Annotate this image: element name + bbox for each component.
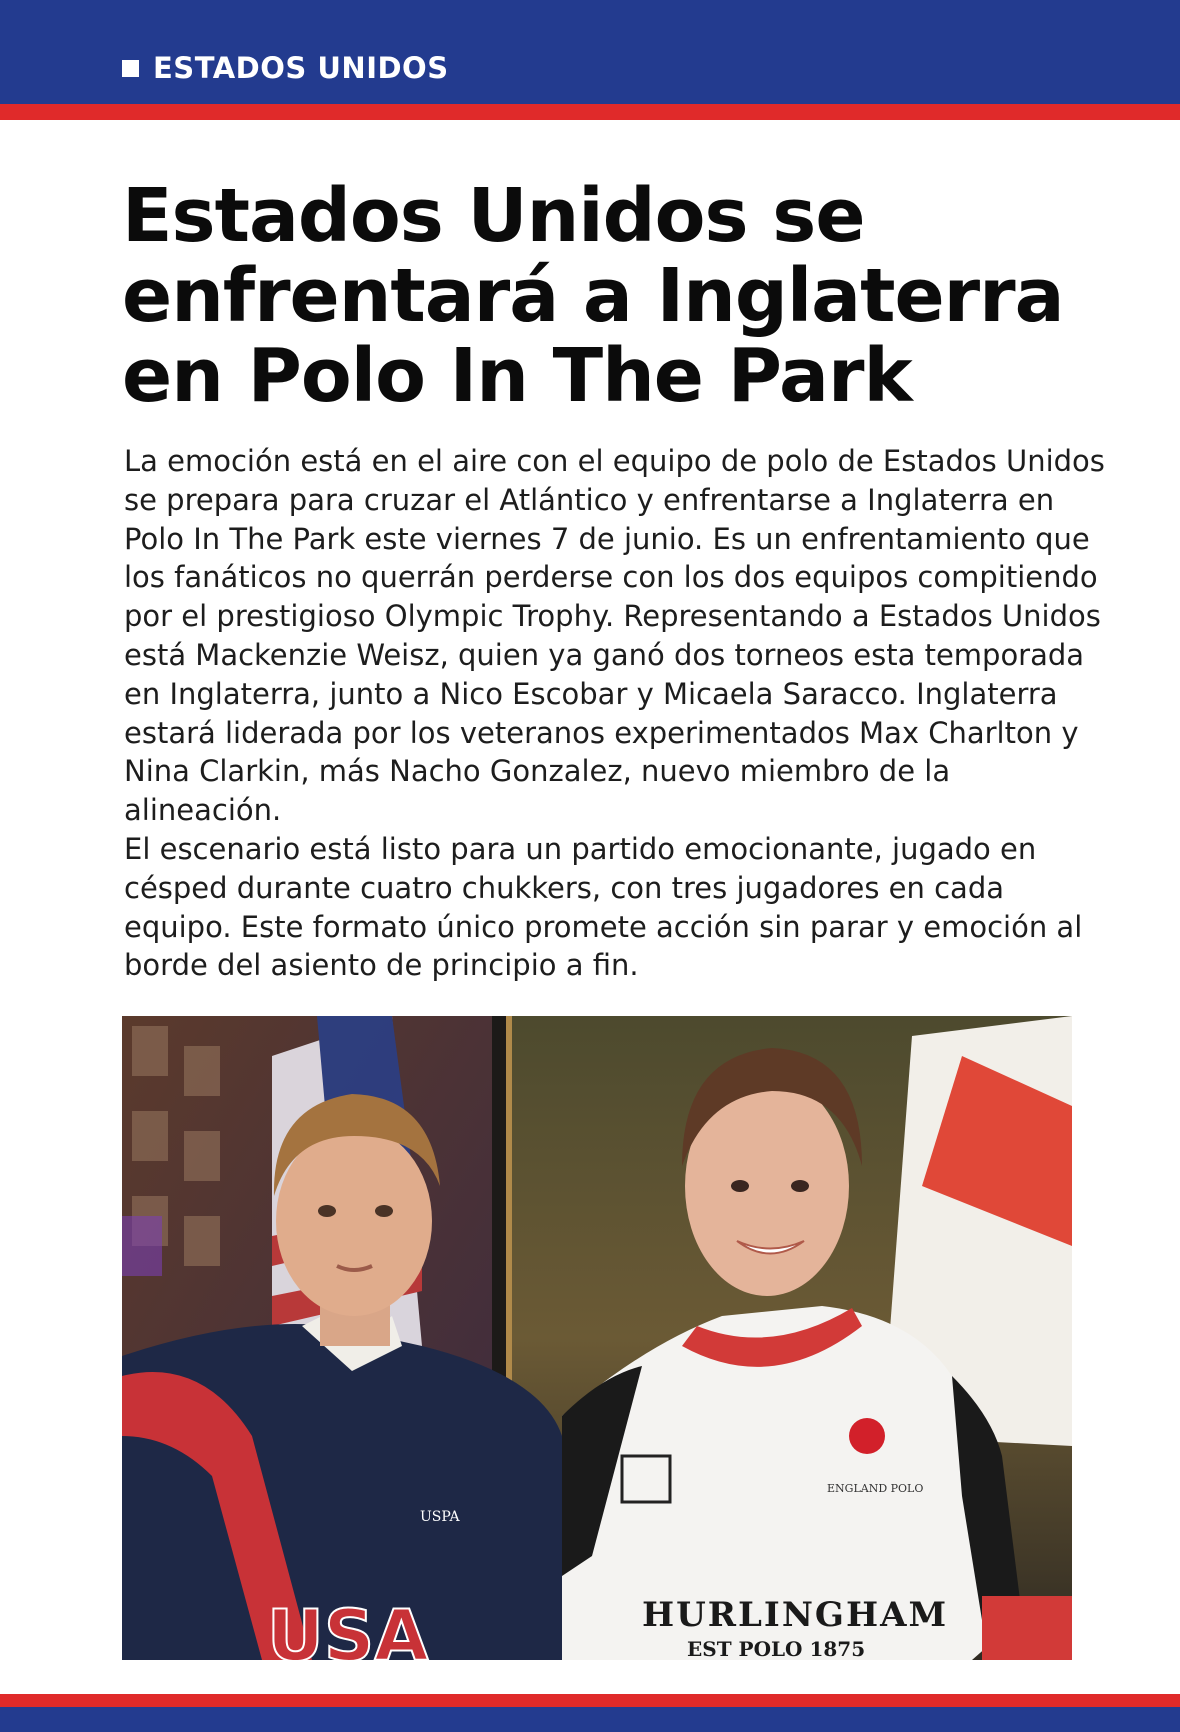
section-title: ESTADOS UNIDOS xyxy=(153,51,449,85)
jersey-brand: USPA xyxy=(420,1509,460,1525)
section-label xyxy=(122,50,449,86)
rose-badge-icon xyxy=(849,1418,885,1454)
header-red-stripe xyxy=(0,104,1180,120)
footer-blue-band xyxy=(0,1707,1180,1732)
jersey-club-sub: EST POLO 1875 xyxy=(687,1637,866,1660)
jersey-badge-text: ENGLAND POLO xyxy=(827,1482,924,1495)
article-headline: Estados Unidos se enfrentará a Inglaterra en Polo In The Park xyxy=(122,173,1064,419)
article-photo xyxy=(122,1016,1072,1660)
article-body xyxy=(124,442,1109,985)
article-paragraph: El escenario está listo para un partido emocionante, jugado en césped durante cuatro chukkers, con tres jugadores en cada equipo. Este formato único promete acción sin parar y emoción al borde del asiento de principio a fin. xyxy=(124,831,1083,983)
jersey-lettering: USA xyxy=(267,1595,429,1660)
square-bullet-icon xyxy=(122,60,139,77)
players-photo-illustration xyxy=(122,1016,1072,1660)
jersey-club: HURLINGHAM xyxy=(642,1595,949,1635)
article-paragraph: La emoción está en el aire con el equipo de polo de Estados Unidos se prepara para cruzar el Atlántico y enfrentarse a Inglaterra en Polo In The Park este viernes 7 de junio. Es un enfrentamiento que los fanáticos no querrán perderse con los dos equipos compitiendo por el prestigioso Olympic Trophy. Representando a Estados Unidos está Mackenzie Weisz, quien ya ganó dos torneos esta temporada en Inglaterra, junto a Nico Escobar y Micaela Saracco. Inglaterra estará liderada por los veteranos experimentados Max Charlton y Nina Clarkin, más Nacho Gonzalez, nuevo miembro de la alineación. xyxy=(124,444,1105,828)
footer-red-stripe xyxy=(0,1694,1180,1707)
